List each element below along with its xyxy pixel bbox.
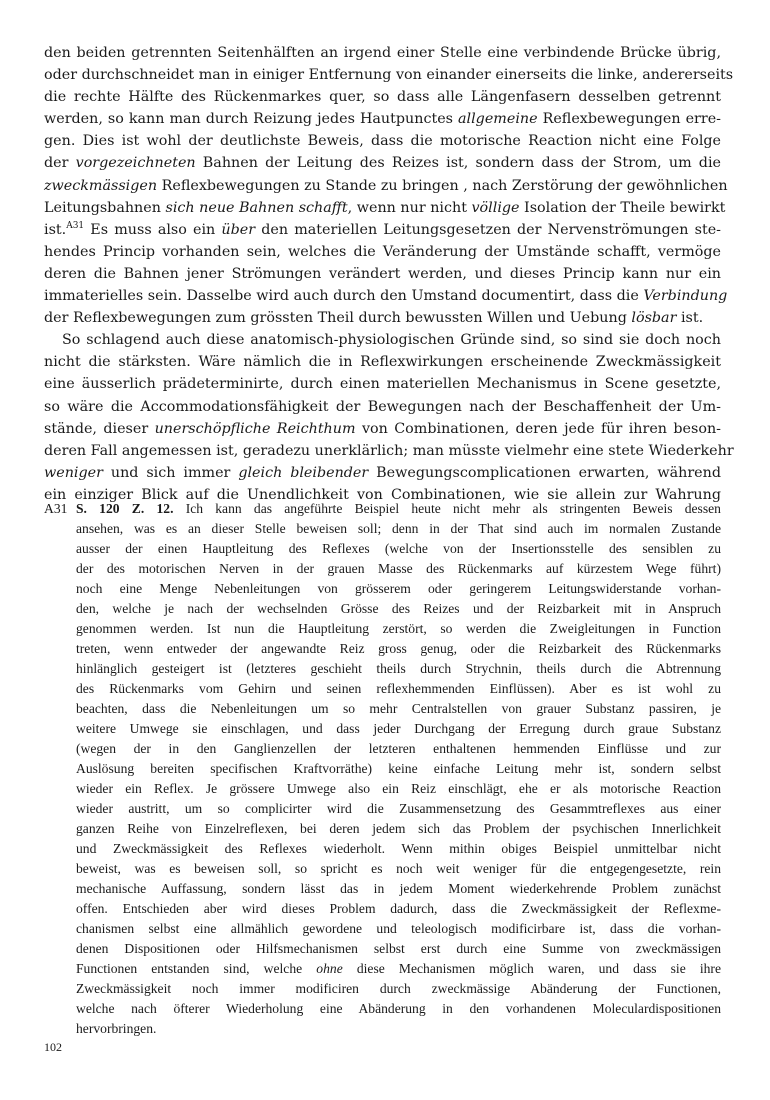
text-line: Leitungsbahnen sich neue Bahnen schafft, wenn nur nicht völlige Isolation der Theile bewirkt <box>44 199 726 216</box>
footnote-line: mechanische Auffassung, sondern lässt das in jedem Moment wiederkehrende Problem zunächst <box>76 881 721 896</box>
text-line: die rechte Hälfte des Rückenmarkes quer, so dass alle Längenfasern desselben getrennt <box>44 89 721 106</box>
text-line: der vorgezeichneten Bahnen der Leitung des Reizes ist, sondern dass der Strom, um die <box>44 155 721 172</box>
text-line: zweckmässigen Reflexbewegungen zu Stande zu bringen , nach Zerstörung der gewöhnlichen <box>44 177 728 194</box>
footnote-line: den, welche je nach der wechselnden Grösse des Reizes und der Reizbarkeit mit in Anspruch <box>76 601 721 616</box>
text-line: hendes Princip vorhanden sein, welches die Veränderung der Umstände schafft, vermöge <box>44 243 721 260</box>
footnote-line: wieder austritt, um so complicirter wird die Zusammensetzung des Gesammtreflexes aus einer <box>76 801 721 816</box>
text-line: deren die Bahnen jener Strömungen verändert werden, und dieses Princip kann nur ein <box>44 265 721 282</box>
text-line: den beiden getrennten Seitenhälften an irgend einer Stelle eine verbindende Brücke übrig, <box>44 45 721 61</box>
text-line: weniger und sich immer gleich bleibender Bewegungscomplicationen erwarten, während <box>44 464 721 481</box>
footnote-line: Zweckmässigkeit noch immer modificiren durch zweckmässige Abänderung der Functionen, <box>76 981 721 996</box>
footnote-line: welche nach öfterer Wiederholung eine Abänderung in den vorhandenen Moleculardispositionen <box>76 1001 721 1016</box>
footnote-line: hinlänglich gesteigert ist (letzteres geschieht theils durch Strychnin, theils durch die Abtrennung <box>76 661 721 676</box>
footnote-line: Auslösung bereiten specifischen Kraftvorräthe) keine einfache Leitung mehr ist, sondern selbst <box>76 761 721 776</box>
footnote-line: treten, wenn entweder der angewandte Reiz gross genug, oder die Reizbarkeit des Rückenmarks <box>76 641 721 656</box>
text-line: so wäre die Accommodationsfähigkeit der Bewegungen nach der Beschaffenheit der Um- <box>44 398 721 415</box>
footnote-body <box>76 499 721 1039</box>
footnote-label: A31 <box>44 501 68 516</box>
footnote-line: denen Dispositionen oder Hilfsmechanismen selbst erst durch eine Summe von zweckmässigen <box>76 941 721 956</box>
footnote-line: ansehen, was es an dieser Stelle beweisen soll; denn in der That sind auch im normalen Zustande <box>76 521 721 536</box>
footnote-line: weitere Umwege sie einschlagen, und dass jeder Durchgang der Erregung durch graue Substanz <box>76 721 721 736</box>
text-line: ist.$^{A31}$ Es muss also ein über den materiellen Leitungsgesetzen der Nervenströmungen ste- <box>44 220 722 238</box>
footnote-reference: S. 120 Z. 12. <box>76 501 174 516</box>
text-line: immaterielles sein. Dasselbe wird auch durch den Umstand documentirt, dass die Verbindung <box>44 288 728 305</box>
footnote-line: genommen werden. Ist nun die Hauptleitung zerstört, so werden die Zweigleitungen in Function <box>76 621 721 636</box>
footnote-line: offen. Entschieden aber wird dieses Problem dadurch, dass die Zweckmässigkeit der Reflexme- <box>76 901 721 916</box>
footnote-line: S. 120 Z. 12. Ich kann das angeführte Beispiel heute nicht mehr als stringenten Beweis dessen <box>76 501 721 516</box>
footnote-line: ganzen Reihe von Einzelreflexen, bei deren jedem sich das Problem der psychischen Innerlichkeit <box>76 821 721 836</box>
text-line: deren Fall angemessen ist, geradezu unerklärlich; man müsste vielmehr eine stete Wiederkehr <box>44 442 734 459</box>
footnote-line: wieder ein Reflex. Je grössere Umwege also ein Reiz einschlägt, ehe er als motorische Reaction <box>76 781 721 796</box>
text-line: oder durchschneidet man in einiger Entfernung von einander einerseits die linke, andererseits <box>44 67 734 84</box>
page-number: 102 <box>44 1040 62 1054</box>
text-line: ein einziger Blick auf die Unendlichkeit von Combinationen, wie sie allein zur Wahrung <box>44 486 721 503</box>
footnote-line: (wegen der in den Ganglienzellen der letzteren enthaltenen hemmenden Einflüsse und zur <box>76 741 721 756</box>
text-line: eine äusserlich prädeterminirte, durch einen materiellen Mechanismus in Scene gesetzte, <box>44 376 721 393</box>
footnote-line: hervorbringen. <box>76 1021 157 1036</box>
text-line: gen. Dies ist wohl der deutlichste Beweis, dass die motorische Reaction nicht eine Folge <box>44 133 721 150</box>
text-line: stände, dieser unerschöpfliche Reichthum von Combinationen, deren jede für ihren beson- <box>44 420 721 437</box>
text-line: werden, so kann man durch Reizung jedes Hautpunctes allgemeine Reflexbewegungen erre- <box>44 111 721 128</box>
text-line: der Reflexbewegungen zum grössten Theil durch bewussten Willen und Uebung lösbar ist. <box>44 310 704 327</box>
text-line: So schlagend auch diese anatomisch-physiologischen Gründe sind, so sind sie doch noch <box>62 332 721 349</box>
footnote-line: beweist, was es beweisen soll, so spricht es noch weit weniger für die entgegengesetzte, rein <box>76 861 721 876</box>
text-line: nicht die stärksten. Wäre nämlich die in Reflexwirkungen erscheinende Zweckmässigkeit <box>44 354 721 371</box>
footnote-line: und Zweckmässigkeit des Reflexes wiederholt. Wenn mithin obiges Beispiel unmittelbar nicht <box>76 841 721 856</box>
footnote-line: beachten, dass die Nebenleitungen um so mehr Centralstellen von grauer Substanz passiren, je <box>76 701 721 716</box>
main-text <box>44 42 734 506</box>
footnote-line: Functionen entstanden sind, welche ohne diese Mechanismen möglich waren, und dass sie ihre <box>76 961 721 976</box>
footnote-line: ausser der einen Hauptleitung des Reflexes (welche von der Insertionsstelle des sensiblen zu <box>76 541 721 556</box>
footnote-line: chanismen selbst eine allmählich gewordene und teleologisch modificirbare ist, dass die vorhan- <box>76 921 721 936</box>
footnote-line: des Rückenmarks vom Gehirn und seinen reflexhemmenden Einflüssen). Aber es ist wohl zu <box>76 681 721 696</box>
footnote-line: der des motorischen Nerven in der grauen Masse des Rückenmarks auf kürzestem Wege führt) <box>76 561 721 576</box>
footnote-line: noch eine Menge Nebenleitungen von grösserem oder geringerem Leitungswiderstande vorhan- <box>76 581 721 596</box>
